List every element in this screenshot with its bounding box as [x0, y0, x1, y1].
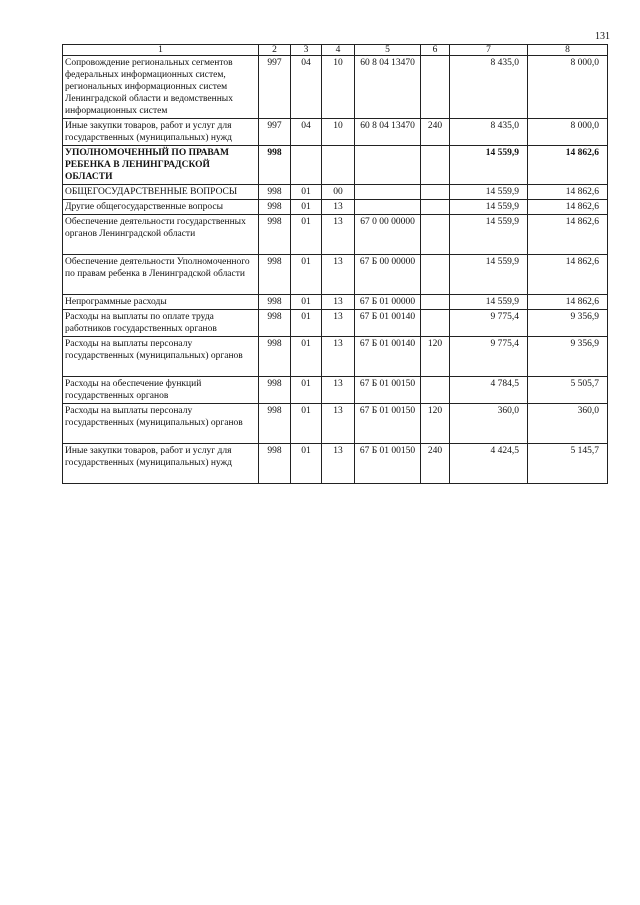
cell-subsection: 13 — [322, 295, 355, 310]
cell-target-article: 67 Б 01 00140 — [355, 337, 421, 377]
cell-section: 04 — [291, 56, 322, 119]
table-row — [63, 404, 608, 444]
cell-code-2: 998 — [259, 185, 291, 200]
cell-expense-type — [421, 255, 450, 295]
cell-target-article — [355, 200, 421, 215]
column-header: 6 — [421, 45, 450, 56]
table-row — [63, 444, 608, 484]
cell-section: 01 — [291, 255, 322, 295]
cell-target-article: 67 Б 01 00150 — [355, 404, 421, 444]
cell-description: Непрограммные расходы — [63, 295, 259, 310]
table-row — [63, 337, 608, 377]
cell-code-2: 998 — [259, 255, 291, 295]
cell-code-2: 997 — [259, 56, 291, 119]
cell-amount-8: 8 000,0 — [528, 119, 608, 146]
cell-subsection: 13 — [322, 404, 355, 444]
cell-target-article — [355, 185, 421, 200]
column-header: 8 — [528, 45, 608, 56]
cell-description: Расходы на выплаты персоналу государственных (муниципальных) органов — [63, 404, 259, 444]
column-header: 3 — [291, 45, 322, 56]
cell-description: ОБЩЕГОСУДАРСТВЕННЫЕ ВОПРОСЫ — [63, 185, 259, 200]
cell-expense-type — [421, 215, 450, 255]
column-header: 4 — [322, 45, 355, 56]
cell-amount-8: 14 862,6 — [528, 185, 608, 200]
column-header: 1 — [63, 45, 259, 56]
cell-section: 01 — [291, 377, 322, 404]
cell-amount-8: 14 862,6 — [528, 255, 608, 295]
cell-description: УПОЛНОМОЧЕННЫЙ ПО ПРАВАМ РЕБЕНКА В ЛЕНИНГРАДСКОЙ ОБЛАСТИ — [63, 146, 259, 185]
cell-expense-type: 240 — [421, 119, 450, 146]
cell-description: Обеспечение деятельности государственных органов Ленинградской области — [63, 215, 259, 255]
cell-target-article: 67 Б 01 00140 — [355, 310, 421, 337]
cell-subsection: 13 — [322, 337, 355, 377]
cell-subsection: 13 — [322, 310, 355, 337]
cell-amount-7: 14 559,9 — [450, 295, 528, 310]
cell-amount-7: 9 775,4 — [450, 310, 528, 337]
cell-target-article: 67 Б 00 00000 — [355, 255, 421, 295]
cell-target-article — [355, 146, 421, 185]
cell-amount-8: 14 862,6 — [528, 146, 608, 185]
cell-code-2: 998 — [259, 337, 291, 377]
cell-target-article: 67 Б 01 00150 — [355, 444, 421, 484]
cell-amount-8: 14 862,6 — [528, 200, 608, 215]
cell-description: Другие общегосударственные вопросы — [63, 200, 259, 215]
cell-expense-type: 120 — [421, 337, 450, 377]
table-row — [63, 185, 608, 200]
cell-amount-8: 8 000,0 — [528, 56, 608, 119]
cell-code-2: 998 — [259, 310, 291, 337]
cell-section: 01 — [291, 337, 322, 377]
cell-amount-8: 9 356,9 — [528, 337, 608, 377]
cell-amount-8: 360,0 — [528, 404, 608, 444]
cell-amount-8: 14 862,6 — [528, 215, 608, 255]
table-row — [63, 215, 608, 255]
cell-description: Обеспечение деятельности Уполномоченного по правам ребенка в Ленинградской области — [63, 255, 259, 295]
cell-amount-7: 9 775,4 — [450, 337, 528, 377]
cell-amount-8: 14 862,6 — [528, 295, 608, 310]
cell-expense-type: 240 — [421, 444, 450, 484]
cell-subsection: 13 — [322, 255, 355, 295]
table-row — [63, 295, 608, 310]
cell-subsection: 13 — [322, 200, 355, 215]
cell-description: Расходы на обеспечение функций государственных органов — [63, 377, 259, 404]
cell-code-2: 997 — [259, 119, 291, 146]
cell-amount-7: 8 435,0 — [450, 119, 528, 146]
column-header: 7 — [450, 45, 528, 56]
cell-target-article: 60 8 04 13470 — [355, 119, 421, 146]
cell-section: 01 — [291, 310, 322, 337]
cell-expense-type — [421, 295, 450, 310]
cell-amount-7: 8 435,0 — [450, 56, 528, 119]
cell-code-2: 998 — [259, 200, 291, 215]
cell-expense-type — [421, 377, 450, 404]
cell-amount-7: 360,0 — [450, 404, 528, 444]
cell-expense-type — [421, 310, 450, 337]
page-number: 131 — [595, 31, 610, 42]
cell-expense-type — [421, 185, 450, 200]
cell-amount-7: 14 559,9 — [450, 185, 528, 200]
cell-code-2: 998 — [259, 295, 291, 310]
cell-description: Иные закупки товаров, работ и услуг для государственных (муниципальных) нужд — [63, 119, 259, 146]
cell-amount-7: 4 784,5 — [450, 377, 528, 404]
table-row — [63, 146, 608, 185]
cell-code-2: 998 — [259, 444, 291, 484]
cell-amount-7: 14 559,9 — [450, 215, 528, 255]
cell-amount-7: 14 559,9 — [450, 255, 528, 295]
cell-expense-type — [421, 146, 450, 185]
cell-subsection: 13 — [322, 215, 355, 255]
cell-target-article: 67 Б 01 00150 — [355, 377, 421, 404]
cell-amount-8: 5 505,7 — [528, 377, 608, 404]
cell-section: 01 — [291, 200, 322, 215]
cell-amount-7: 4 424,5 — [450, 444, 528, 484]
cell-section — [291, 146, 322, 185]
cell-amount-8: 5 145,7 — [528, 444, 608, 484]
cell-amount-7: 14 559,9 — [450, 200, 528, 215]
cell-code-2: 998 — [259, 146, 291, 185]
table-row — [63, 200, 608, 215]
cell-target-article: 67 0 00 00000 — [355, 215, 421, 255]
cell-amount-8: 9 356,9 — [528, 310, 608, 337]
cell-subsection — [322, 146, 355, 185]
cell-description: Иные закупки товаров, работ и услуг для государственных (муниципальных) нужд — [63, 444, 259, 484]
cell-target-article: 67 Б 01 00000 — [355, 295, 421, 310]
cell-description: Расходы на выплаты по оплате труда работников государственных органов — [63, 310, 259, 337]
table-header-row — [63, 45, 608, 56]
cell-section: 01 — [291, 185, 322, 200]
cell-code-2: 998 — [259, 377, 291, 404]
column-header: 2 — [259, 45, 291, 56]
column-header: 5 — [355, 45, 421, 56]
cell-section: 01 — [291, 215, 322, 255]
cell-description: Сопровождение региональных сегментов федеральных информационных систем, региональных информационных систем Ленинградской области и ведомственных информационных систем — [63, 56, 259, 119]
cell-expense-type — [421, 200, 450, 215]
cell-code-2: 998 — [259, 404, 291, 444]
cell-target-article: 60 8 04 13470 — [355, 56, 421, 119]
table-row — [63, 119, 608, 146]
budget-table — [62, 44, 608, 484]
cell-section: 04 — [291, 119, 322, 146]
table-row — [63, 377, 608, 404]
cell-section: 01 — [291, 444, 322, 484]
cell-description: Расходы на выплаты персоналу государственных (муниципальных) органов — [63, 337, 259, 377]
cell-subsection: 10 — [322, 56, 355, 119]
table-row — [63, 310, 608, 337]
table-row — [63, 56, 608, 119]
cell-expense-type: 120 — [421, 404, 450, 444]
table-row — [63, 255, 608, 295]
cell-expense-type — [421, 56, 450, 119]
cell-section: 01 — [291, 295, 322, 310]
cell-subsection: 00 — [322, 185, 355, 200]
cell-section: 01 — [291, 404, 322, 444]
cell-subsection: 13 — [322, 377, 355, 404]
cell-amount-7: 14 559,9 — [450, 146, 528, 185]
cell-subsection: 10 — [322, 119, 355, 146]
cell-code-2: 998 — [259, 215, 291, 255]
cell-subsection: 13 — [322, 444, 355, 484]
